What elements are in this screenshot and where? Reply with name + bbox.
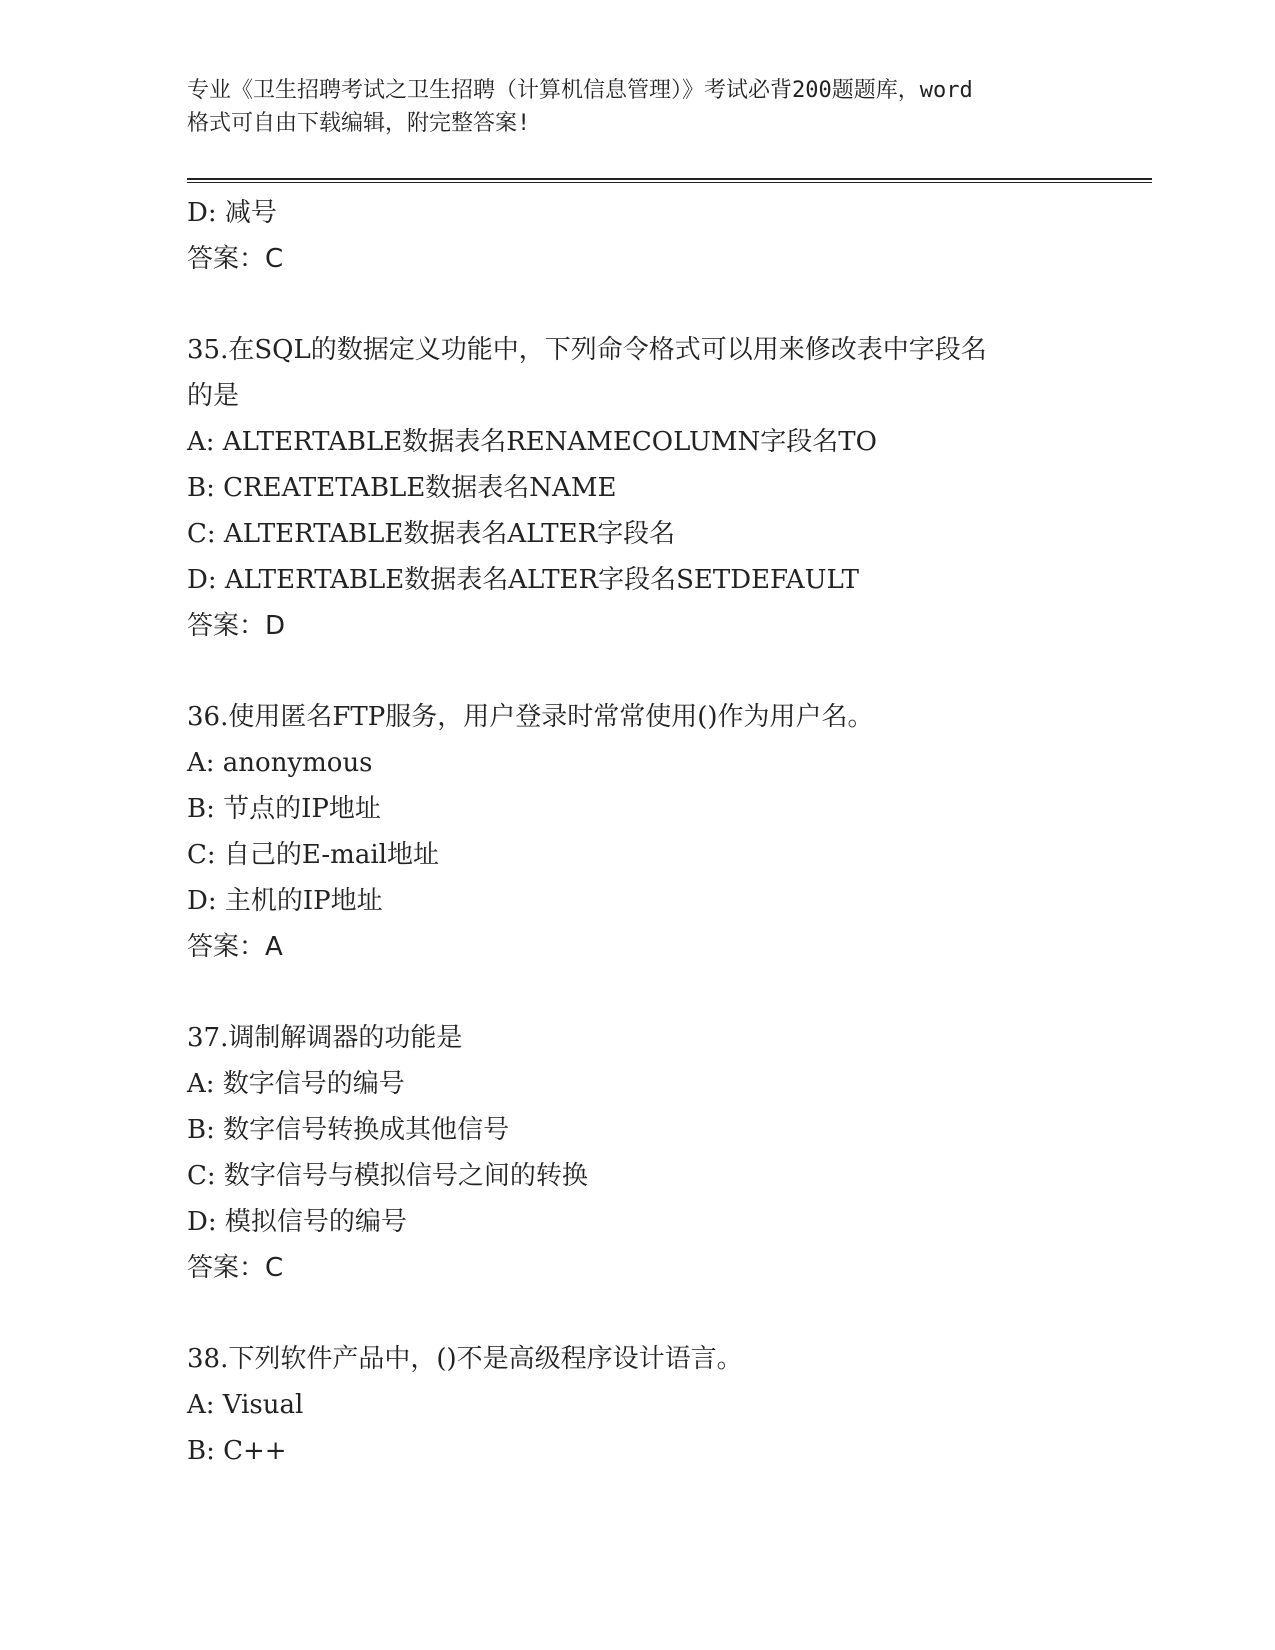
q37-question: 37.调制解调器的功能是 xyxy=(187,1023,463,1053)
q36-option-a: A: anonymous xyxy=(187,748,373,778)
q35-option-b: B: CREATETABLE数据表名NAME xyxy=(187,473,617,503)
spacer xyxy=(187,970,1087,1015)
q36-option-d: D: 主机的IP地址 xyxy=(187,886,383,916)
page-header xyxy=(187,74,1087,140)
spacer xyxy=(187,1291,1087,1336)
q36-option-c: C: 自己的E-mail地址 xyxy=(187,840,439,870)
q38-option-a: A: Visual xyxy=(187,1390,304,1420)
header-title-line1: 专业《卫生招聘考试之卫生招聘（计算机信息管理）》考试必背200题题库，word xyxy=(187,78,973,103)
q37-option-c: C: 数字信号与模拟信号之间的转换 xyxy=(187,1161,588,1191)
q38-question: 38.下列软件产品中，()不是高级程序设计语言。 xyxy=(187,1344,743,1374)
q35-question-line1: 35.在SQL的数据定义功能中，下列命令格式可以用来修改表中字段名 xyxy=(187,335,987,365)
q37-option-a: A: 数字信号的编号 xyxy=(187,1069,405,1099)
q36-answer: 答案：A xyxy=(187,932,283,962)
q35-option-a: A: ALTERTABLE数据表名RENAMECOLUMN字段名TO xyxy=(187,427,877,457)
q37-option-d: D: 模拟信号的编号 xyxy=(187,1207,407,1237)
q36-question: 36.使用匿名FTP服务，用户登录时常常使用()作为用户名。 xyxy=(187,702,874,732)
question-list xyxy=(187,190,1087,1474)
q37-option-b: B: 数字信号转换成其他信号 xyxy=(187,1115,510,1145)
header-title-line2: 格式可自由下载编辑，附完整答案! xyxy=(187,111,531,136)
spacer xyxy=(187,649,1087,694)
q38-option-b: B: C++ xyxy=(187,1436,287,1466)
header-divider xyxy=(187,178,1152,183)
q36-option-b: B: 节点的IP地址 xyxy=(187,794,381,824)
prev-answer: 答案：C xyxy=(187,244,284,274)
spacer xyxy=(187,282,1087,327)
q35-question-line2: 的是 xyxy=(187,381,240,411)
q37-answer: 答案：C xyxy=(187,1253,284,1283)
q35-answer: 答案：D xyxy=(187,611,286,641)
q35-option-c: C: ALTERTABLE数据表名ALTER字段名 xyxy=(187,519,676,549)
prev-option-d: D: 减号 xyxy=(187,198,277,228)
q35-option-d: D: ALTERTABLE数据表名ALTER字段名SETDEFAULT xyxy=(187,565,860,595)
